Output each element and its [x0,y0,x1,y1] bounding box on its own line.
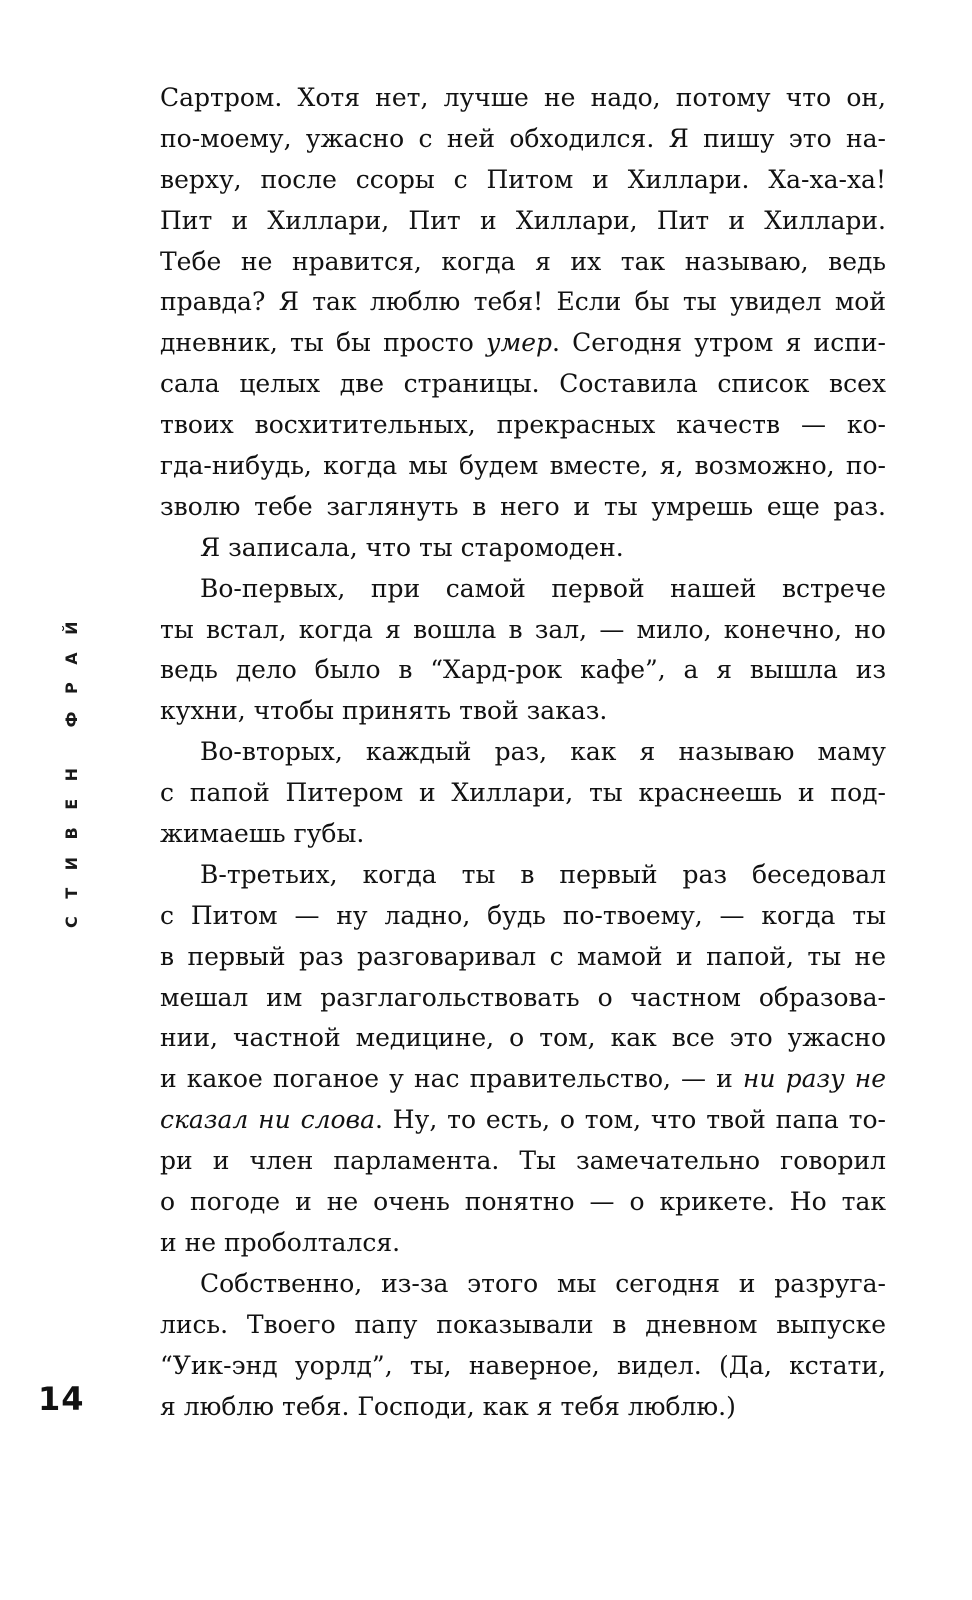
text-segment: твоих восхитительных, прекрасных качеств — ко- [160,410,886,440]
text-segment: ты встал, когда я вошла в зал, — мило, конечно, но [160,614,886,644]
text-line [160,773,886,814]
text-line [160,528,886,569]
text-segment: дневник, ты бы просто [160,328,486,358]
text-segment: по-моему, ужасно с ней обходился. Я пишу это на- [160,123,886,153]
text-line [160,119,886,160]
text-segment: Пит и Хиллари, Пит и Хиллари, Пит и Хиллари. [160,205,886,235]
text-segment: “Уик-энд уорлд”, ты, наверное, видел. (Да, кстати, [160,1350,886,1380]
text-segment: Во-первых, при самой первой нашей встрече [200,573,886,603]
text-segment: я люблю тебя. Господи, как я тебя люблю.) [160,1391,736,1421]
text-line [160,650,886,691]
page-number: 14 [38,1380,85,1418]
text-segment: в первый раз разговаривал с мамой и папой, ты не [160,941,886,971]
text-line [160,1305,886,1346]
text-line [160,814,886,855]
text-segment: . Ну, то есть, о том, что твой папа то- [375,1105,886,1135]
text-segment: сала целых две страницы. Составила список всех [160,369,886,399]
italic-text: ни разу не [742,1064,886,1094]
text-segment: нии, частной медицине, о том, как все это ужасно [160,1023,886,1053]
text-line [160,405,886,446]
text-segment: Сартром. Хотя нет, лучше не надо, потому что он, [160,83,886,112]
text-segment: Я записала, что ты старомоден. [200,532,624,562]
text-line [160,1223,886,1264]
text-segment: с Питом — ну ладно, будь по-твоему, — когда ты [160,900,886,930]
text-line [160,364,886,405]
text-segment: лись. Твоего папу показывали в дневном выпуске [160,1309,886,1339]
text-line [160,732,886,773]
text-line [160,160,886,201]
text-line [160,446,886,487]
text-segment: Собственно, из-за этого мы сегодня и разруга- [200,1268,886,1298]
text-line [160,978,886,1019]
text-segment: правда? Я так люблю тебя! Если бы ты увидел мой [160,287,886,317]
text-segment: кухни, чтобы принять твой заказ. [160,696,608,726]
text-line [160,855,886,896]
text-line [160,242,886,283]
text-line [160,896,886,937]
text-line [160,487,886,528]
text-segment: зволю тебе заглянуть в него и ты умрешь еще раз. [160,491,886,521]
text-segment: . Сегодня утром я испи- [552,328,886,358]
text-segment: Во-вторых, каждый раз, как я называю маму [200,737,886,767]
text-line [160,78,886,119]
text-segment: Тебе не нравится, когда я их так называю, ведь [160,246,886,276]
italic-text: сказал ни слова [160,1105,375,1135]
text-segment: и какое поганое у нас правительство, — и [160,1064,743,1094]
text-segment: и не проболтался. [160,1227,401,1257]
text-line [160,282,886,323]
text-line [160,1264,886,1305]
text-segment: о погоде и не очень понятно — о крикете. Но так [160,1187,886,1217]
text-line [160,691,886,732]
text-segment: В-третьих, когда ты в первый раз беседовал [200,859,886,889]
text-line [160,1100,886,1141]
text-line [160,610,886,651]
text-line [160,1059,886,1100]
text-line [160,1141,886,1182]
text-line [160,1018,886,1059]
text-line [160,1387,886,1428]
text-segment: ри и член парламента. Ты замечательно говорил [160,1146,886,1176]
text-segment: верху, после ссоры с Питом и Хиллари. Ха-ха-ха! [160,164,886,194]
text-line [160,1182,886,1223]
text-segment: ведь дело было в “Хард-рок кафе”, а я вышла из [160,655,886,685]
italic-text: умер [485,328,553,358]
text-line [160,1346,886,1387]
text-segment: жимаешь губы. [160,819,365,849]
text-segment: с папой Питером и Хиллари, ты краснеешь и под- [160,778,886,808]
text-segment: мешал им разглагольствовать о частном образова- [160,982,886,1012]
text-line [160,569,886,610]
body-text [160,78,886,1427]
running-head-author: СТИВЕН ФРАЙ [62,604,81,928]
text-line [160,201,886,242]
text-segment: гда-нибудь, когда мы будем вместе, я, возможно, по- [160,451,886,481]
text-line [160,937,886,978]
text-line [160,323,886,364]
